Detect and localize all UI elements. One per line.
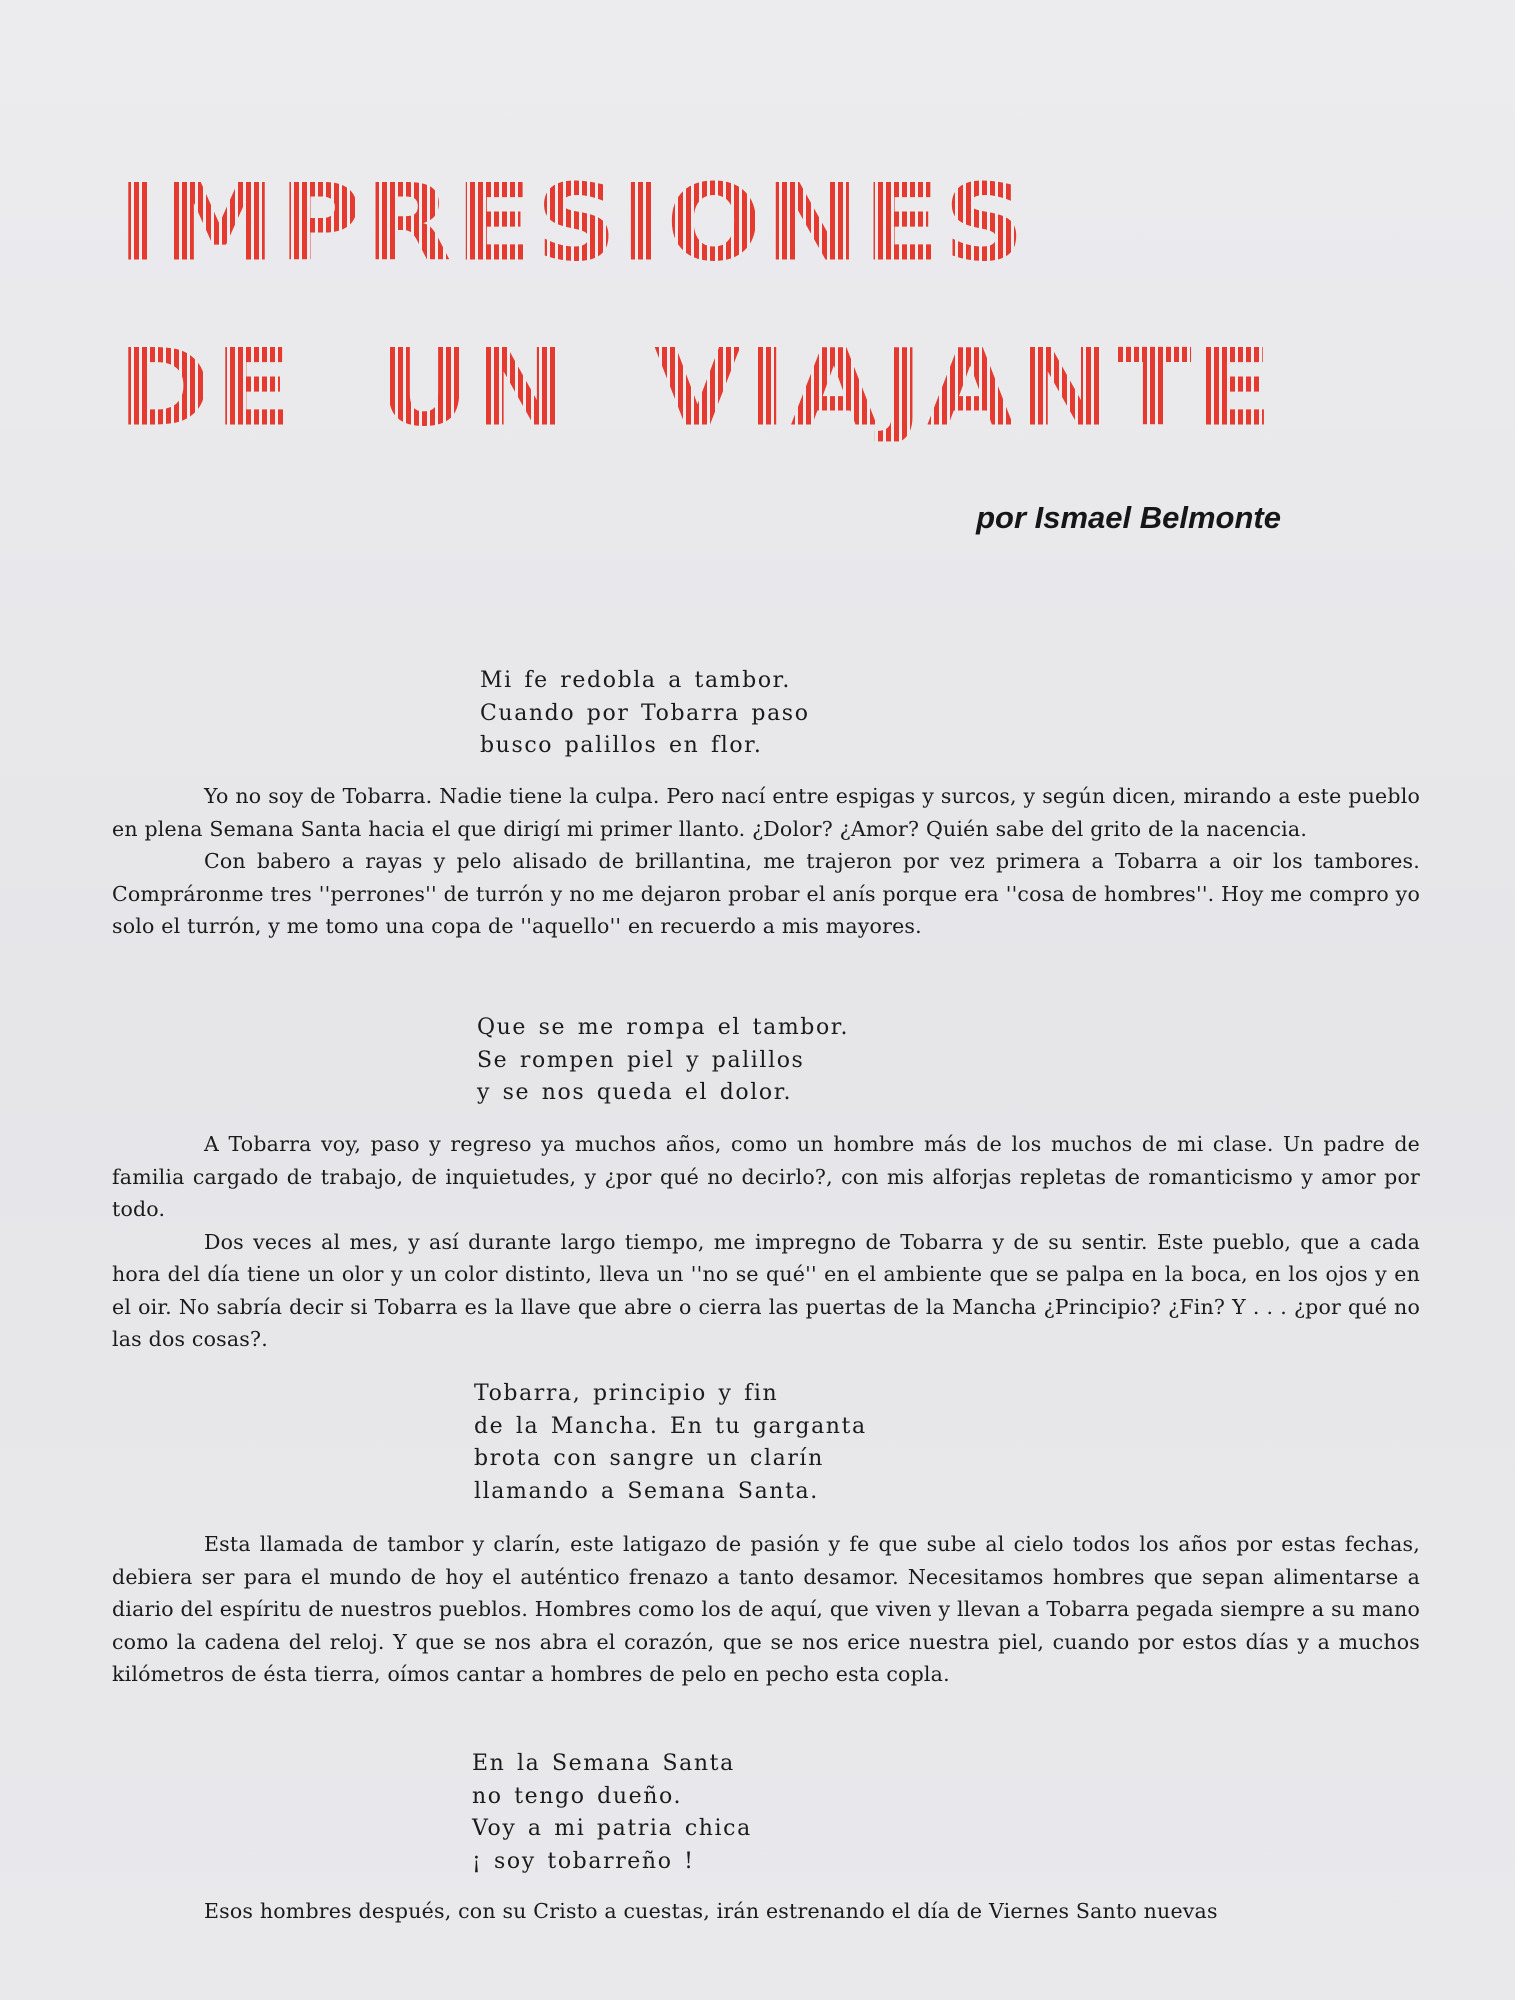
verse-line: Se rompen piel y palillos xyxy=(477,1047,805,1073)
paragraph: A Tobarra voy, paso y regreso ya muchos años, como un hombre más de los muchos de mi clase. Un padre de familia cargado de trabajo, de inquietudes, y ¿por qué no decirlo?, con mis alforjas repletas de romanticismo y amor por todo. xyxy=(112,1132,1420,1221)
paragraph: Esos hombres después, con su Cristo a cuestas, irán estrenando el día de Viernes Santo nuevas xyxy=(204,1899,1218,1923)
paragraph: Dos veces al mes, y así durante largo tiempo, me impregno de Tobarra y de su sentir. Este pueblo, que a cada hora del día tiene un olor y un color distinto, lleva un ''no se qué'' en el ambiente que se palpa en la boca, en los ojos y en el oir. No sabría decir si Tobarra es la llave que abre o cierra las puertas de la Mancha ¿Principio? ¿Fin? Y . . . ¿por qué no las dos cosas?. xyxy=(112,1229,1420,1351)
title-line-2: DE UN VIAJANTE xyxy=(118,326,1277,450)
verse-line: busco palillos en flor. xyxy=(480,733,763,758)
verse-line: brota con sangre un clarín xyxy=(474,1446,824,1471)
paragraph: Con babero a rayas y pelo alisado de brillantina, me trajeron por vez primera a Tobarra a oir los tambores. Compráronme tres ''perrones'' de turrón y no me dejaron probar el anís porque era ''cosa de hombres''. Hoy me compro yo solo el turrón, y me tomo una copa de ''aquello'' en recuerdo a mis mayores. xyxy=(112,849,1420,938)
verse-line: Tobarra, principio y fin xyxy=(474,1381,779,1406)
verse-1 xyxy=(480,665,810,763)
verse-4 xyxy=(472,1748,752,1878)
verse-line: y se nos queda el dolor. xyxy=(477,1080,793,1105)
title-line-1: IMPRESIONES xyxy=(118,161,1029,285)
verse-line: Voy a mi patria chica xyxy=(472,1816,752,1841)
body-section-3 xyxy=(112,1528,1420,1691)
verse-line: Que se me rompa el tambor. xyxy=(477,1015,850,1040)
verse-line: de la Mancha. En tu garganta xyxy=(474,1413,867,1439)
verse-line: En la Semana Santa xyxy=(472,1751,735,1776)
verse-line: Mi fe redobla a tambor. xyxy=(480,668,791,693)
paragraph: Yo no soy de Tobarra. Nadie tiene la culpa. Pero nací entre espigas y surcos, y según dicen, mirando a este pueblo en plena Semana Santa hacia el que dirigí mi primer llanto. ¿Dolor? ¿Amor? Quién sabe del grito de la nacencia. xyxy=(112,784,1420,841)
verse-3 xyxy=(474,1378,867,1508)
body-section-1 xyxy=(112,780,1420,943)
body-section-2 xyxy=(112,1128,1420,1356)
paragraph: Esta llamada de tambor y clarín, este latigazo de pasión y fe que sube al cielo todos los años por estas fechas, debiera ser para el mundo de hoy el auténtico frenazo a tanto desamor. Necesitamos hombres que sepan alimentarse a diario del espíritu de nuestros pueblos. Hombres como los de aquí, que viven y llevan a Tobarra pegada siempre a su mano como la cadena del reloj. Y que se nos abra el corazón, que se nos erice nuestra piel, cuando por estos días y a muchos kilómetros de ésta tierra, oímos cantar a hombres de pelo en pecho esta copla. xyxy=(112,1532,1420,1686)
verse-line: ¡ soy tobarreño ! xyxy=(472,1848,695,1874)
verse-2 xyxy=(477,1012,849,1110)
byline: por Ismael Belmonte xyxy=(976,500,1281,535)
verse-line: llamando a Semana Santa. xyxy=(474,1478,819,1504)
body-section-4 xyxy=(112,1895,1420,1928)
verse-line: Cuando por Tobarra paso xyxy=(480,700,810,726)
verse-line: no tengo dueño. xyxy=(472,1783,683,1809)
